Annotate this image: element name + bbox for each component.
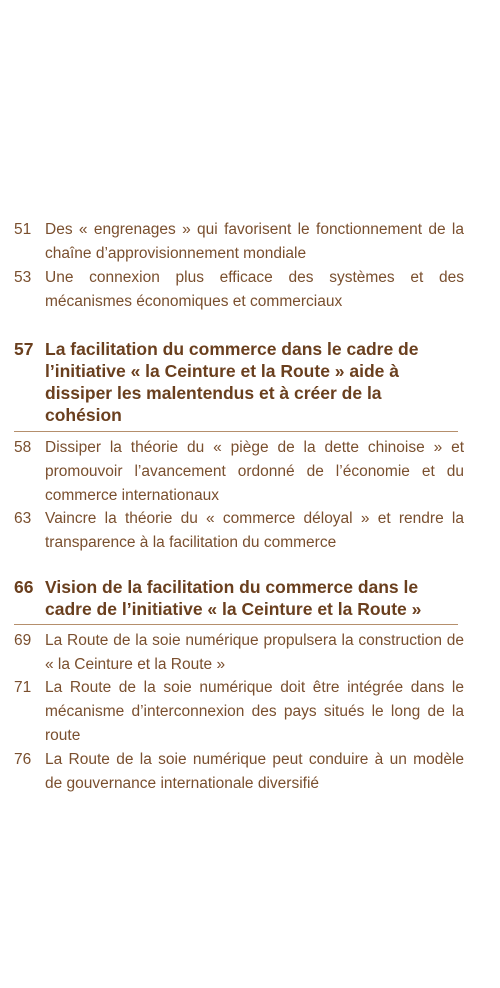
section-divider — [14, 431, 458, 432]
toc-entry-title: Une connexion plus efficace des systèmes et des mécanismes économiques et commerciaux — [45, 269, 464, 310]
toc-entry-title: Des « engrenages » qui favorisent le fonctionnement de la chaîne d’approvisionnement mondiale — [45, 221, 464, 262]
toc-entry[interactable] — [14, 218, 464, 266]
toc-entry[interactable] — [14, 507, 464, 555]
toc-section-page-number: 66 — [14, 577, 34, 597]
toc-section-page-number: 57 — [14, 339, 34, 359]
toc-entry[interactable] — [14, 436, 464, 508]
toc-section-heading[interactable] — [14, 576, 456, 620]
toc-entry[interactable] — [14, 676, 464, 748]
toc-page-number: 71 — [14, 679, 32, 696]
toc-page-number: 58 — [14, 439, 32, 456]
toc-page-number: 63 — [14, 510, 32, 527]
toc-entry[interactable] — [14, 266, 464, 314]
toc-page-number: 51 — [14, 221, 32, 238]
toc-page-number: 69 — [14, 632, 32, 649]
toc-entry[interactable] — [14, 748, 464, 796]
toc-section-title: Vision de la facilitation du commerce dans le cadre de l’initiative « la Ceinture et la Route » — [45, 577, 422, 619]
toc-entry[interactable] — [14, 629, 464, 677]
toc-entry-title: Dissiper la théorie du « piège de la dette chinoise » et promouvoir l’avancement ordonné de l’économie et du commerce internationaux — [45, 439, 464, 504]
toc-entry-title: La Route de la soie numérique doit être intégrée dans le mécanisme d’interconnexion des pays situés le long de la route — [45, 679, 464, 744]
toc-section-heading[interactable] — [14, 338, 456, 426]
section-divider — [14, 624, 458, 625]
toc-section-title: La facilitation du commerce dans le cadre de l’initiative « la Ceinture et la Route » aide à dissiper les malentendus et à créer de la cohésion — [45, 339, 419, 425]
toc-entry-title: La Route de la soie numérique peut conduire à un modèle de gouvernance internationale diversifié — [45, 751, 464, 792]
toc-entry-title: Vaincre la théorie du « commerce déloyal » et rendre la transparence à la facilitation du commerce — [45, 510, 464, 551]
toc-entry-title: La Route de la soie numérique propulsera la construction de « la Ceinture et la Route » — [45, 632, 464, 673]
toc-page-number: 76 — [14, 751, 32, 768]
toc-page-number: 53 — [14, 269, 32, 286]
